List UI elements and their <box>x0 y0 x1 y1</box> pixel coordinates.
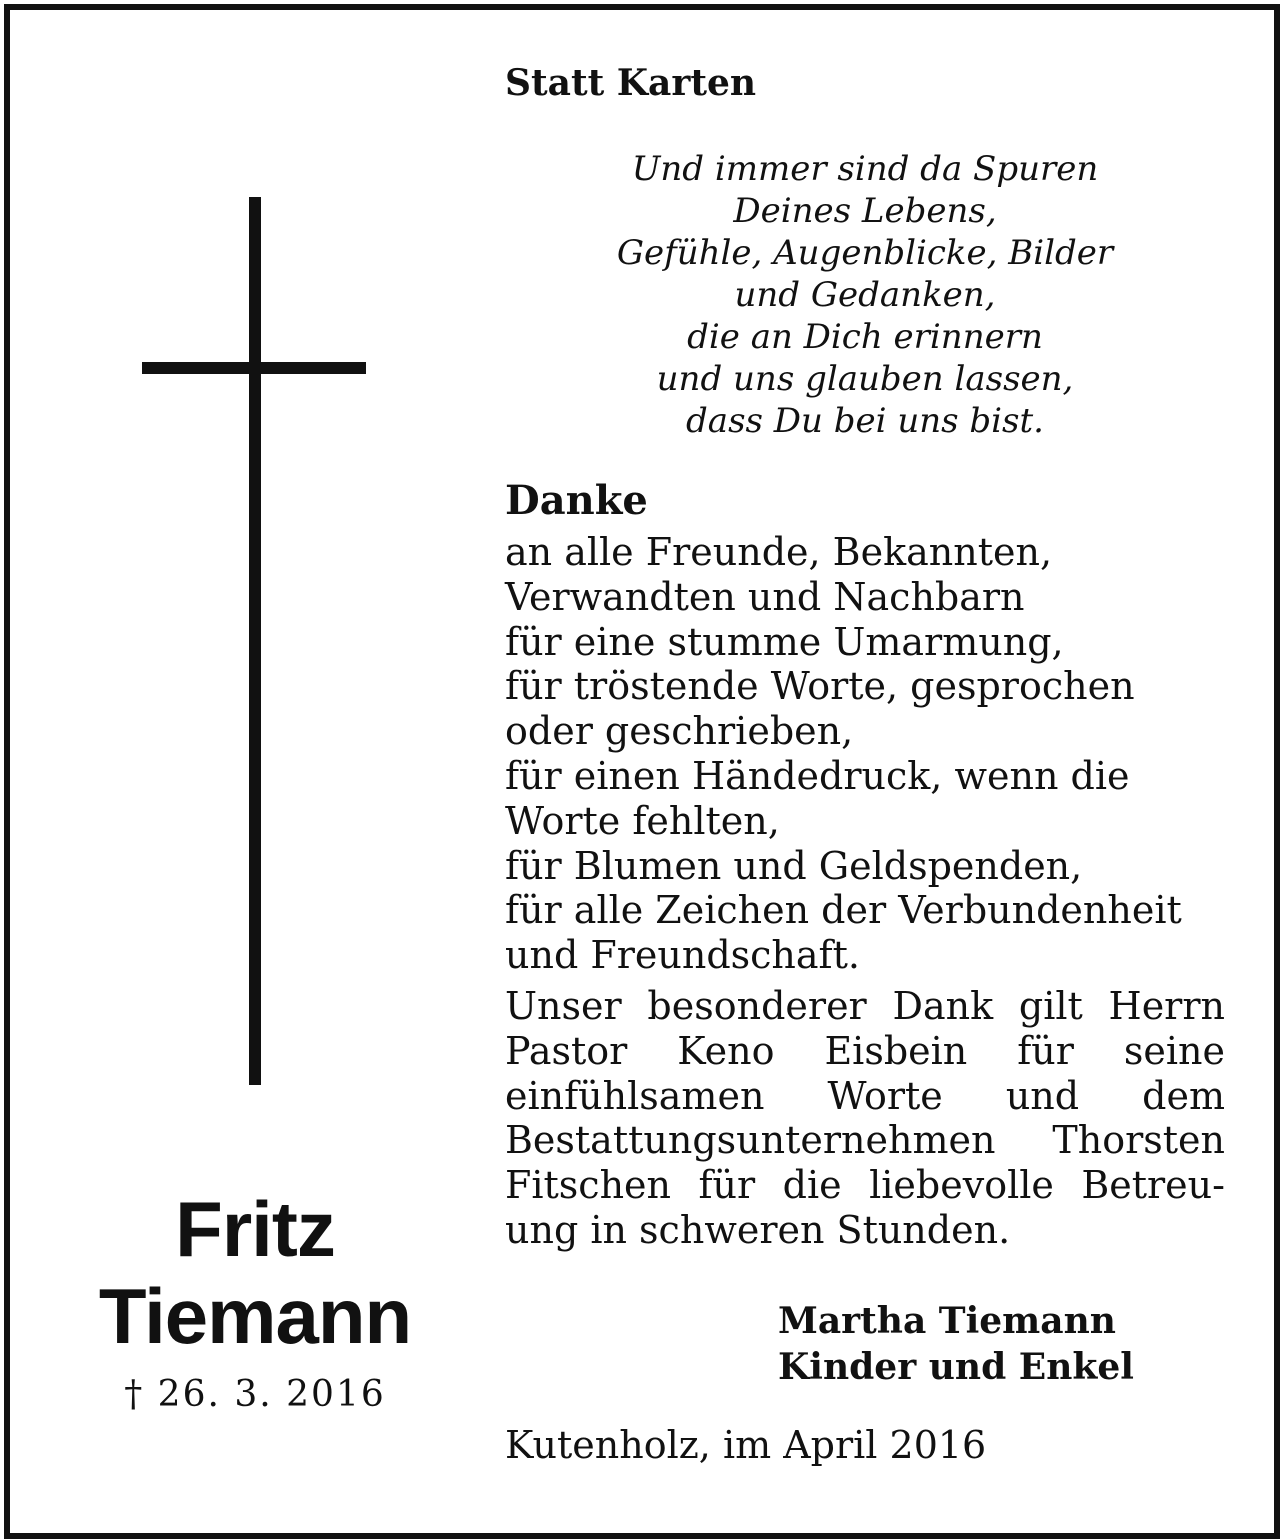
cross-icon-crossbar <box>142 362 366 374</box>
thanks-text <box>505 530 1182 978</box>
thanks-line: für Blumen und Geldspenden, <box>505 843 1083 888</box>
thanks-line: an alle Freunde, Bekannten, <box>505 530 1053 574</box>
thanks-line: für eine stumme Umarmung, <box>505 619 1064 664</box>
thanks-line: für tröstende Worte, gesprochen <box>505 664 1135 709</box>
death-date: † 26. 3. 2016 <box>124 1374 386 1415</box>
special-thanks-line: Bestattungsunternehmen Thorsten <box>505 1118 1225 1163</box>
poem-line: und uns glauben lassen, <box>656 359 1074 399</box>
poem-line: die an Dich erinnern <box>687 317 1043 357</box>
poem-line: dass Du bei uns bist. <box>686 401 1044 441</box>
signature-line: Kinder und Enkel <box>778 1346 1134 1388</box>
poem-line: Und immer sind da Spuren <box>631 149 1099 189</box>
poem-line: und Gedanken, <box>734 275 996 315</box>
place-and-date: Kutenholz, im April 2016 <box>505 1423 987 1467</box>
thanks-line: für alle Zeichen der Verbundenheit <box>505 888 1182 933</box>
special-thanks-line: Pastor Keno Eisbein für seine <box>505 1028 1225 1073</box>
special-thanks-line: ung in schweren Stunden. <box>505 1207 1011 1252</box>
cross-icon <box>249 197 261 1085</box>
thanks-line: oder geschrieben, <box>505 709 854 754</box>
signature-line: Martha Tiemann <box>778 1300 1116 1342</box>
special-thanks-paragraph <box>505 984 1225 1253</box>
notice-header: Statt Karten <box>505 62 757 104</box>
deceased-first-name: Fritz <box>175 1185 335 1273</box>
deceased-last-name: Tiemann <box>98 1272 412 1360</box>
thanks-line: für einen Händedruck, wenn die <box>505 753 1130 798</box>
poem-line: Gefühle, Augenblicke, Bilder <box>616 233 1114 273</box>
thanks-title: Danke <box>505 477 648 524</box>
thanks-line: Verwandten und Nachbarn <box>505 574 1025 619</box>
special-thanks-line: einfühlsamen Worte und dem <box>505 1073 1225 1118</box>
special-thanks-line: Fitschen für die liebevolle Betreu- <box>505 1163 1225 1208</box>
signature <box>778 1298 1134 1390</box>
thanks-line: und Freundschaft. <box>505 933 860 978</box>
poem-line: Deines Lebens, <box>733 191 997 231</box>
poem <box>505 148 1225 442</box>
special-thanks-line: Unser besonderer Dank gilt Herrn <box>505 984 1225 1028</box>
thanks-line: Worte fehlten, <box>505 798 780 843</box>
